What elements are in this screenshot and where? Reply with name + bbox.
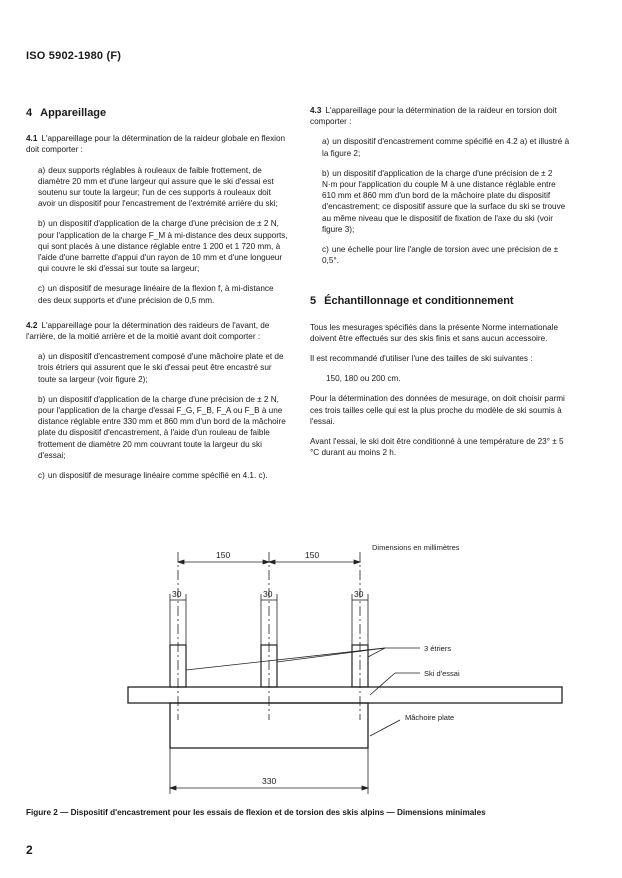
arrowhead — [170, 786, 176, 790]
clause-4-3-a: a) un dispositif d'encastrement comme spécifié en 4.2 a) et illustré à la figure 2; — [322, 137, 570, 158]
dimension-label-30: 30 — [354, 589, 364, 599]
clause-4-2-b: b) un dispositif d'application de la charge d'une précision de ± 2 N, pour l'application de la charge d'essai F_G, F_B, F_A ou F_B à une distance réglable entre 330 mm et 860 mm d'un bord de la mâchoire plate du dispositif d'encastrement, à l'aide d'un rouleau de faible frottement de diamètre 20 mm couvrant toute la largeur du ski d'essai; — [38, 394, 286, 460]
document-id: ISO 5902-1980 (F) — [26, 50, 122, 62]
label-flat-jaw: Mâchoire plate — [405, 713, 455, 722]
figure-2-clamping-device — [0, 540, 622, 810]
label-test-ski: Ski d'essai — [424, 669, 460, 678]
left-column — [26, 108, 288, 490]
leader-line — [186, 648, 385, 670]
units-note: Dimensions en millimètres — [372, 543, 460, 552]
dimension-label-330: 330 — [262, 776, 277, 786]
right-column — [310, 105, 570, 467]
figure-caption: Figure 2 — Dispositif d'encastrement pour les essais de flexion et de torsion des skis alpins — Dimensions minimales — [26, 808, 486, 817]
section-5-paragraph-3: Pour la détermination des données de mesurage, on doit choisir parmi ces trois tailles celle qui est la plus proche du modèle de ski soumis à l'essai. — [310, 394, 565, 426]
dimension-label-30: 30 — [263, 589, 273, 599]
leader-line — [370, 720, 400, 736]
arrowhead — [362, 786, 368, 790]
clause-4-1-intro: 4.1 L'appareillage pour la détermination de la raideur globale en flexion doit comporter : — [26, 134, 286, 155]
clause-4-3-intro: 4.3 L'appareillage pour la détermination de la raideur en torsion doit comporter : — [310, 106, 557, 127]
dimension-label-150: 150 — [305, 550, 320, 560]
leader-line — [370, 673, 395, 695]
clause-4-1-b: b) un dispositif d'application de la charge d'une précision de ± 2 N, pour l'application de la charge F_M à mi-distance des deux supports, qui sont placés à une distance réglable entre 1 200 et 1 720 mm, à l'aide d'une barrette d'appui d'un rayon de 10 mm et d'une longueur qui couvre le ski d'essai sur toute sa largeur; — [38, 219, 288, 274]
arrowhead — [354, 560, 360, 564]
clause-4-2-intro: 4.2 L'appareillage pour la détermination des raideurs de l'avant, de l'arrière, de la moitié arrière et de la moitié avant doit comporter : — [26, 320, 270, 342]
page-number: 2 — [26, 843, 33, 857]
section-5-paragraph-1: Tous les mesurages spécifiés dans la présente Norme internationale doivent être effectués sur des skis finis et sans aucun accessoire. — [310, 322, 559, 343]
clause-4-3-c: c) une échelle pour lire l'angle de torsion avec une précision de ± 0,5°. — [322, 245, 559, 266]
ski-sizes: 150, 180 ou 200 cm. — [326, 374, 401, 384]
label-stirrups: 3 étriers — [424, 644, 452, 653]
clause-4-2-c: c) un dispositif de mesurage linéaire comme spécifié en 4.1. c). — [38, 471, 268, 481]
leader-line — [277, 648, 385, 662]
arrowhead — [178, 560, 184, 564]
clause-4-3-b: b) un dispositif d'application de la charge d'une précision de ± 2 N·m pour l'application du couple M à une distance réglable entre 610 mm et 860 mm d'un bord de la mâchoire plate du dispositif d'encastrement; ce dispositif assure que la surface du ski se trouve au même niveau que le dispositif de fixation de l'axe du ski (voir figure 3); — [322, 168, 566, 234]
dimension-label-30: 30 — [172, 589, 182, 599]
clause-4-1-c: c) un dispositif de mesurage linéaire de la flexion f, à mi-distance des deux supports et d'une précision de 0,5 mm. — [38, 284, 274, 305]
section-4-heading: 4 Appareillage — [26, 107, 107, 119]
dimension-label-150: 150 — [216, 550, 231, 560]
section-5-heading: 5 Échantillonnage et conditionnement — [310, 295, 514, 308]
test-ski — [128, 687, 562, 703]
section-5-paragraph-2: Il est recommandé d'utiliser l'une des tailles de ski suivantes : — [310, 354, 533, 364]
arrowhead — [269, 560, 275, 564]
section-5-paragraph-4: Avant l'essai, le ski doit être conditionné à une température de 23° ± 5 °C durant au moins 2 h. — [310, 437, 564, 458]
clause-4-2-a: a) un dispositif d'encastrement composé d'une mâchoire plate et de trois étriers qui assurent que le ski d'essai peut être encastré sur toute sa largeur (voir figure 2); — [38, 352, 284, 384]
clause-4-1-a: a) deux supports réglables à rouleaux de faible frottement, de diamètre 20 mm et d'une largeur qui assure que le ski d'essai est soutenu sur toute la largeur; l'un de ces supports à rouleaux doit avoir un dispositif pour l'encastrement de l'extrémité arrière du ski; — [38, 165, 278, 209]
